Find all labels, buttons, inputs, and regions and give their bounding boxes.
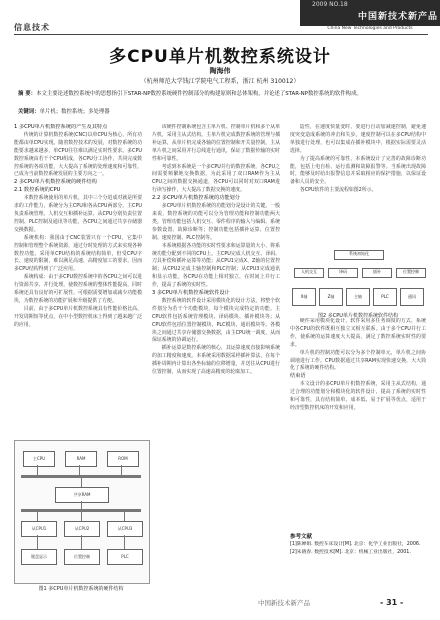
keywords	[18, 108, 422, 116]
fig2-box-init: 系统初始化	[334, 250, 384, 260]
fig2-box: PLC	[373, 288, 397, 306]
fig1-line	[121, 465, 122, 475]
fig1-line	[79, 465, 80, 475]
fig1-line	[81, 478, 82, 487]
column-3-bottom	[290, 318, 426, 528]
subsection-heading: 2.1 数控系统的CPU	[14, 187, 61, 194]
fig2-box: X轴	[292, 288, 316, 306]
column-1	[14, 124, 142, 434]
fig2-box: 主轴	[346, 288, 370, 306]
references-title: 参考文献	[290, 534, 313, 540]
paragraph: 该硬件控制系统包含主单片机、控制单片机和多个从单片机，采用主从式结构。主单片机完成数控系统的管理与插补运算，从单片机完成各轴的位置控制和开关量控制，主从单片机之间采用并行总线进行通讯，保证了数据传输的实时性和可靠性。	[152, 124, 280, 162]
paragraph: 造性，在速度快量变时，要进行自动加减速控制，避免速度突变造成系统的冲击和失步。速度控制可以在多CPU结构中单独进行处理，也可以集成在插补模块中，根据实际需要灵活选择。	[290, 124, 426, 154]
figure-2-software-diagram	[290, 250, 426, 312]
figure-2-caption: 图2 多CPU单片机数控系统软件结构	[318, 313, 398, 319]
paragraph: 系统构成：由于多CPU数控系统中的各CPU之间可以进行资源共享、并行处理，使数控系统的整体性能提高，同时系统还具有良好的可扩展性，可根据需要增加或减少功能模块，为数控系统的功能扩展和升级提供了方便。	[14, 274, 142, 304]
column-2	[152, 124, 280, 564]
fig2-box: 位置控制	[396, 268, 426, 278]
fig2-box: 插补	[362, 268, 392, 278]
fig1-box-rom: ROM	[107, 451, 139, 467]
paragraph: 本数控系统使用的单片机，其中三个分进成对就是所要求的工作能力，系统分为主CPU和各从CPU两部分。主CPU负责系统管理、人机交互和插补运算，从CPU分别负责位置控制、PLC控制及通讯等功能，各CPU之间通过共享存储器交换数据。	[14, 195, 142, 233]
fig1-box-ram: RAM	[65, 451, 97, 467]
fig2-box: Z轴	[319, 288, 343, 306]
fig1-line	[37, 465, 38, 475]
references-list	[290, 541, 426, 556]
fig1-line	[81, 512, 82, 521]
fig1-line	[81, 535, 82, 549]
article-author: 陶海伟	[209, 67, 231, 75]
abstract-text: 本文主要论述数控系统中的思想指引下STAR-NP数控系统硬件控制部分的构建原则和总体架构，并论述了STAR-NP数控系统的软件构成。	[36, 91, 362, 97]
paragraph: 多CPU单片机数控系统的功能划分是设计的关键。一般来说，数控系统的功能可以分为管理功能和控制功能两大类。管理功能包括人机交互、零件程序的输入与编辑、系统参数设置、故障诊断等；控制功能包括插补运算、位置控制、速度控制、PLC控制等。	[152, 203, 280, 241]
keywords-label: 关键词：	[18, 109, 40, 115]
paragraph: 本系统根据各功能的实时性要求和运算量的大小，将系统功能分配到不同的CPU上。主CPU完成人机交互、译码、刀具补偿和插补运算等功能；从CPU1完成X、Z轴的位置控制；从CPU2完成主轴控制和PLC控制；从CPU3完成通讯和显示功能。各CPU在功能上相对独立，在时间上并行工作，提高了系统的实时性。	[152, 242, 280, 289]
fig2-box: 通讯	[400, 288, 424, 306]
fig1-box-slave-cpu1: 从CPU1	[21, 521, 57, 537]
section-heading: 2 多CPU单片机数控系统的硬件结构	[14, 179, 97, 186]
paragraph: 系统机构：我国由于CNC装置只有一个CPU，它集中控制和管理整个系统资源，通过分时处理的方式来实现各种数控功能。采用单CPU结构的系统结构简单，但受CPU字长、速度的限制，难以满足高速、高精度加工的要求，因而多CPU结构得到了广泛应用。	[14, 234, 142, 273]
reference-item: [1]陈婵娟. 数控车床设计[M]. 北京：化学工业出版社，2006.	[290, 542, 421, 547]
fig1-line	[124, 512, 125, 521]
article-title: 多CPU单片机数控系统设计	[109, 47, 331, 67]
issue-number: 2009 NO.18	[312, 1, 348, 8]
article-affiliation: （杭州师范大学钱江学院电气工程系，浙江 杭州 310012）	[140, 78, 300, 85]
fig1-box-slave-cpu2: 从CPU2	[64, 521, 100, 537]
paragraph: 本文设计的多CPU单片机数控系统，采用主从式结构，通过合理的功能划分和模块化的软件设计，提高了系统的实时性和可靠性，具有结构简单、成本低、易于扩展等优点，适用于经济型数控机床的开发和应用。	[290, 381, 426, 411]
paragraph: 考虑到本系统是一个多CPU并行的数控系统，各CPU之间需要频繁地交换数据，为此采用了双口RAM作为主从CPU之间的数据交换通道，各CPU可以同时对双口RAM进行读写操作，大大提高了数据交换的速度。	[152, 163, 280, 194]
magazine-english-title: China New Technologies and Products	[327, 26, 413, 31]
paragraph: 目前，由于多CPU单片机数控系统具有性能价格比高、开发周期短等优点，在中小型数控机床上得到了越来越广泛的应用。	[14, 305, 142, 328]
keywords-text: 单片机；数控系统；多处理器	[39, 109, 110, 115]
fig1-box-main-cpu: 主CPU	[23, 451, 55, 467]
paragraph: 数控系统的软件设计采用模块化的设计方法，将整个软件划分为若干个功能模块，每个模块完成特定的功能。主CPU软件包括系统管理模块、译码模块、插补模块等；从CPU软件包括位置控制模块、PLC模块、通讯模块等。各模块之间通过共享存储器交换数据，由主CPU统一调度，从而保证系统的协调运行。	[152, 297, 280, 344]
fig1-line	[37, 512, 38, 521]
fig1-line	[81, 501, 82, 509]
fig2-box: 人机交互	[294, 268, 324, 278]
paragraph: 单片机的控制功能可以分为多个控制单元，单片机之间协调地进行工作。CPU数据通过共享RAM实现快速交换，大大简化了系统的硬件结构。	[290, 349, 426, 372]
figure-1-caption: 图1 多CPU单片机数控系统的硬件结构	[38, 586, 124, 592]
magazine-title: 中国新技术新产品	[358, 12, 439, 22]
paragraph: 传统的计算机数控系统(CNC)以单CPU为核心，所有功能都由单CPU实现。随着数控技术的发展，对数控系统的功能要求越来越多，单CPU往往难以满足实时性要求。多CPU数控系统由若干个CPU组成，各CPU分工协作，共同完成数控系统的各项功能，大大提高了系统的处理速度和可靠性，已成为当前数控系统发展的主要方向之一。	[14, 131, 142, 178]
paragraph: 插补运算是数控系统的核心，其运算速度直接影响系统的加工精度和速度。本系统采用数据采样插补算法，在每个插补周期内计算出各坐标轴的位移增量，并送往从CPU进行位置控制，从而实现了高速高精度的轮廓加工。	[152, 345, 280, 376]
fig1-box-shared-ram: 共享RAM	[55, 487, 109, 503]
fig1-line	[37, 535, 38, 549]
reference-item: [2]朱晓春. 数控技术[M]. 北京：机械工业出版社，2001.	[290, 549, 411, 555]
section-heading: 1 多CPU单片机数控系统的产生及其特点	[14, 124, 108, 130]
fig1-box-slave-cpu3: 从CPU3	[107, 521, 143, 537]
fig1-box-plc: PLC	[107, 549, 143, 565]
section-tag: 信息技术	[14, 23, 50, 32]
fig1-box-position-control: 位置控制	[64, 549, 100, 565]
subsection-heading: 2.2 多CPU单片机数控系统的功能划分	[152, 195, 240, 202]
paragraph: 硬件采用模块化设计，软件采用多任务调度的方式，系统中各CPU的软件既相互独立又相互联系。由于多个CPU并行工作，使系统的运算速度大大提高，满足了数控系统实时性的要求。	[290, 318, 426, 348]
page-number: - 31 -	[380, 598, 404, 607]
paragraph: 各CPU软件的主要流程如图2所示。	[299, 187, 377, 194]
paragraph: 为了提高系统的可靠性，本系统设计了完善的故障诊断功能，包括上电自检、运行监测和故障报警等。当系统出现故障时，能够及时给出报警信息并采取相应的保护措施，以保证设备和人员的安全。	[290, 155, 426, 186]
fig1-line	[124, 535, 125, 549]
fig1-box-keyboard-display: 键盘显示	[21, 549, 57, 565]
figure-1-hardware-diagram	[14, 440, 150, 584]
abstract	[18, 90, 422, 98]
footer-source: 中国新技术新产品	[258, 599, 310, 607]
section-heading: 3 多CPU单片机数控系统软件设计	[152, 290, 230, 297]
fig2-box: 译码	[328, 268, 358, 278]
header-rule	[14, 34, 428, 35]
section-heading: 结束语	[290, 373, 306, 380]
header-banner	[0, 0, 440, 32]
abstract-label: 摘 要：	[18, 91, 37, 97]
column-3-top	[290, 124, 426, 246]
